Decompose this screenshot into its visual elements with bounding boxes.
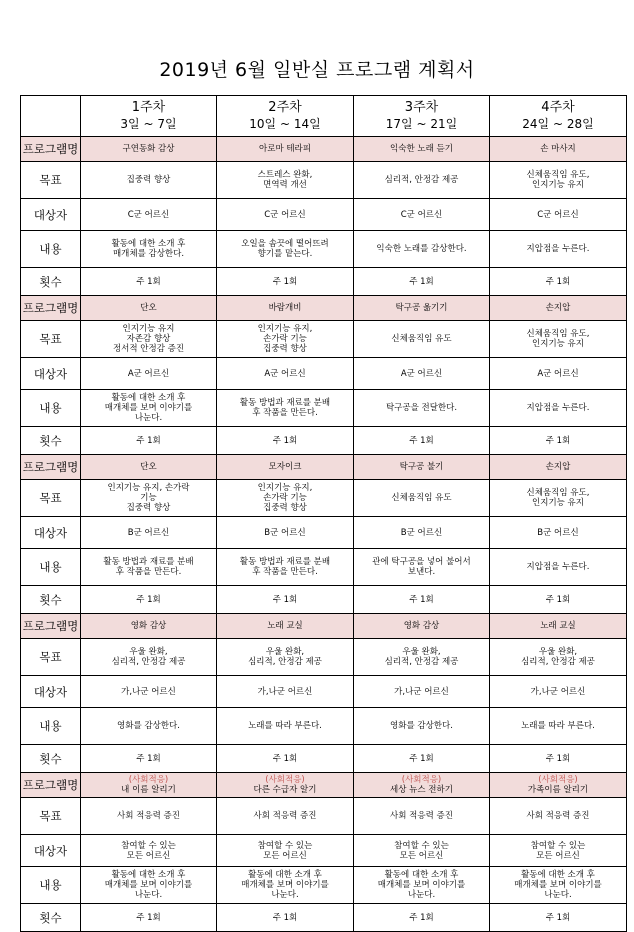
cell-text: 주 1회 <box>545 753 571 764</box>
cell-text: 사회 적응력 증진 <box>390 811 453 821</box>
cell-text: 주 1회 <box>272 912 298 923</box>
cell-text: 주 1회 <box>136 912 161 923</box>
cell-text: 가족이름 알리기 <box>527 785 589 795</box>
cell-text: 주 1회 <box>136 276 161 287</box>
document-title: 2019년 6월 일반실 프로그램 계획서 <box>159 59 475 81</box>
target-cell <box>490 199 627 231</box>
row-label-text: 목표 <box>39 809 62 823</box>
cell-text: 주 1회 <box>409 753 434 764</box>
goal-row <box>21 639 627 676</box>
frequency-cell <box>81 268 217 296</box>
cell-text: 탁구공 불기 <box>399 462 444 472</box>
program-cell <box>217 455 354 480</box>
row-label-text: 목표 <box>39 650 62 664</box>
cell-text: C군 어르신 <box>127 209 170 220</box>
frequency-cell <box>217 427 354 455</box>
program-cell <box>81 455 217 480</box>
frequency-cell <box>354 427 490 455</box>
row-label-text: 프로그램명 <box>22 301 79 315</box>
goal-cell <box>81 162 217 199</box>
cell-text: 탁구공을 전달한다. <box>385 403 458 413</box>
frequency-row <box>21 745 627 773</box>
program-cell <box>490 455 627 480</box>
program-cell <box>354 773 490 798</box>
program-cell <box>354 614 490 639</box>
content-row <box>21 549 627 586</box>
goal-cell <box>217 162 354 199</box>
program-cell <box>81 296 217 321</box>
program-row-label <box>21 455 81 480</box>
program-cell <box>81 614 217 639</box>
goal-row-label <box>21 480 81 517</box>
week-dates: 24일 ~ 28일 <box>522 117 594 131</box>
content-cell <box>217 708 354 745</box>
frequency-row-label <box>21 904 81 932</box>
goal-cell <box>81 480 217 517</box>
cell-text: 주 1회 <box>409 435 434 446</box>
cell-text: 가,나군 어르신 <box>394 686 449 697</box>
week-label: 4주차 <box>541 100 575 115</box>
cell-text: 활동 방법과 재료를 분배 후 작품을 만든다. <box>239 398 331 418</box>
content-cell <box>354 708 490 745</box>
cell-text: 주 1회 <box>545 276 571 287</box>
cell-text: 지압점을 누른다. <box>526 562 590 572</box>
cell-text: 주 1회 <box>136 594 161 605</box>
content-cell <box>354 231 490 268</box>
cell-text: 주 1회 <box>545 435 571 446</box>
row-label-text: 프로그램명 <box>22 142 79 156</box>
content-row-label <box>21 231 81 268</box>
cell-text: 참여할 수 있는 모든 어르신 <box>530 840 586 861</box>
program-row-label <box>21 773 81 798</box>
content-cell <box>490 390 627 427</box>
cell-text: 내 이름 알리기 <box>121 785 176 795</box>
target-row-label <box>21 676 81 708</box>
content-cell <box>490 867 627 904</box>
target-cell <box>490 358 627 390</box>
cell-text: A군 어르신 <box>264 368 306 379</box>
cell-text: B군 어르신 <box>400 527 443 538</box>
content-cell <box>490 708 627 745</box>
cell-text: 집중력 향상 <box>126 175 171 185</box>
content-row <box>21 708 627 745</box>
program-row <box>21 773 627 798</box>
week-label: 2주차 <box>268 100 302 115</box>
program-cell <box>490 137 627 162</box>
goal-row-label <box>21 639 81 676</box>
header-row <box>21 96 627 137</box>
cell-text: 손 마사지 <box>540 144 576 154</box>
content-cell <box>81 549 217 586</box>
week-label: 3주차 <box>404 100 439 115</box>
cell-text: 신체움직임 유도, 인지기능 유지 <box>526 329 590 349</box>
cell-text: 익숙한 노래 듣기 <box>390 144 453 154</box>
frequency-cell <box>217 745 354 773</box>
cell-text: C군 어르신 <box>264 209 306 220</box>
cell-text: 관에 탁구공을 넣어 불어서 보낸다. <box>372 557 471 577</box>
target-cell <box>490 676 627 708</box>
cell-text: 가,나군 어르신 <box>257 686 313 697</box>
program-cell <box>490 296 627 321</box>
target-cell <box>354 358 490 390</box>
goal-cell <box>81 321 217 358</box>
program-cell <box>490 614 627 639</box>
cell-text: 인지기능 유지, 손가락 기능 집중력 향상 <box>257 324 313 354</box>
cell-text: 활동에 대한 소개 후 매개체를 보며 이야기를 나눈다. <box>241 870 329 900</box>
goal-cell <box>354 639 490 676</box>
cell-text: 영화 감상 <box>130 621 167 631</box>
program-cell <box>217 614 354 639</box>
cell-text: 활동에 대한 소개 후 매개체를 보며 이야기를 나눈다. <box>104 870 193 900</box>
program-row <box>21 455 627 480</box>
frequency-cell <box>490 745 627 773</box>
goal-row-label <box>21 321 81 358</box>
target-cell <box>217 517 354 549</box>
program-row-label <box>21 614 81 639</box>
content-cell <box>217 867 354 904</box>
week-dates: 3일 ~ 7일 <box>120 117 177 131</box>
week-header-3 <box>354 96 490 137</box>
program-category-tag: (사회적응) <box>538 775 578 785</box>
cell-text: 주 1회 <box>136 435 161 446</box>
frequency-row-label <box>21 745 81 773</box>
row-label-text: 내용 <box>39 878 62 892</box>
cell-text: B군 어르신 <box>127 527 170 538</box>
program-cell <box>354 137 490 162</box>
content-cell <box>217 549 354 586</box>
row-label-text: 횟수 <box>39 751 62 766</box>
content-cell <box>217 231 354 268</box>
cell-text: 지압점을 누른다. <box>526 244 590 254</box>
cell-text: 영화를 감상한다. <box>117 721 180 731</box>
cell-text: B군 어르신 <box>264 527 306 538</box>
cell-text: 스트레스 완화, 면역력 개선 <box>257 170 313 190</box>
cell-text: 주 1회 <box>545 912 571 923</box>
cell-text: 주 1회 <box>545 594 571 605</box>
cell-text: 주 1회 <box>272 753 298 764</box>
content-cell <box>354 549 490 586</box>
cell-text: 익숙한 노래를 감상한다. <box>376 244 467 254</box>
cell-text: 구연동화 감상 <box>122 144 175 154</box>
row-label-text: 목표 <box>39 332 62 346</box>
row-label-text: 횟수 <box>39 274 62 289</box>
row-label-text: 프로그램명 <box>22 460 79 474</box>
program-cell <box>354 296 490 321</box>
cell-text: 세상 뉴스 전하기 <box>390 785 453 795</box>
cell-text: 참여할 수 있는 모든 어르신 <box>257 840 313 861</box>
content-cell <box>354 867 490 904</box>
program-cell <box>490 773 627 798</box>
target-row <box>21 835 627 867</box>
content-cell <box>490 231 627 268</box>
frequency-cell <box>354 745 490 773</box>
target-row <box>21 358 627 390</box>
frequency-row-label <box>21 268 81 296</box>
goal-cell <box>354 321 490 358</box>
target-cell <box>217 199 354 231</box>
target-row <box>21 676 627 708</box>
cell-text: A군 어르신 <box>127 368 170 379</box>
cell-text: 활동에 대한 소개 후 매개체를 보며 이야기를 나눈다. <box>377 870 466 900</box>
program-cell <box>81 137 217 162</box>
target-row-label <box>21 199 81 231</box>
week-label: 1주차 <box>131 100 166 115</box>
goal-cell <box>490 162 627 199</box>
cell-text: 아로마 테라피 <box>259 144 311 154</box>
cell-text: 주 1회 <box>272 276 298 287</box>
goal-cell <box>217 480 354 517</box>
cell-text: 주 1회 <box>272 594 298 605</box>
cell-text: 신체움직임 유도 <box>391 334 452 344</box>
goal-cell <box>490 321 627 358</box>
frequency-row <box>21 268 627 296</box>
program-row-label <box>21 296 81 321</box>
cell-text: 노래 교실 <box>540 621 576 631</box>
target-cell <box>81 676 217 708</box>
goal-row-label <box>21 162 81 199</box>
frequency-cell <box>81 904 217 932</box>
cell-text: 우울 완화, 심리적, 안정감 제공 <box>248 647 322 667</box>
week-dates: 17일 ~ 21일 <box>385 117 458 131</box>
content-row-label <box>21 549 81 586</box>
target-cell <box>81 358 217 390</box>
content-cell <box>490 549 627 586</box>
cell-text: 다른 수급자 알기 <box>253 785 317 795</box>
row-label-text: 내용 <box>39 560 62 574</box>
row-label-text: 내용 <box>39 719 62 733</box>
cell-text: 노래를 따라 부른다. <box>248 721 322 731</box>
goal-row <box>21 480 627 517</box>
content-cell <box>81 867 217 904</box>
cell-text: B군 어르신 <box>537 527 579 538</box>
row-label-text: 목표 <box>39 491 62 505</box>
program-row <box>21 296 627 321</box>
row-label-text: 대상자 <box>33 366 68 381</box>
frequency-row <box>21 904 627 932</box>
header-corner-cell <box>21 96 81 137</box>
target-cell <box>354 517 490 549</box>
cell-text: 주 1회 <box>272 435 298 446</box>
row-label-text: 대상자 <box>33 843 68 858</box>
target-cell <box>354 676 490 708</box>
cell-text: 인지기능 유지, 손가락 기능 집중력 향상 <box>107 483 190 513</box>
content-cell <box>81 231 217 268</box>
target-row-label <box>21 517 81 549</box>
cell-text: 신체움직임 유도, 인지기능 유지 <box>526 170 590 190</box>
row-label-text: 횟수 <box>39 592 62 607</box>
frequency-cell <box>81 586 217 614</box>
cell-text: 인지기능 유지, 손가락 기능 집중력 향상 <box>257 483 313 513</box>
target-cell <box>81 517 217 549</box>
cell-text: 손지압 <box>545 462 571 472</box>
target-row-label <box>21 835 81 867</box>
program-category-tag: (사회적응) <box>128 775 169 785</box>
cell-text: 활동에 대한 소개 후 매개체를 보며 이야기를 나눈다. <box>514 870 602 900</box>
goal-cell <box>217 639 354 676</box>
cell-text: A군 어르신 <box>537 368 579 379</box>
target-cell <box>217 358 354 390</box>
row-label-text: 내용 <box>39 401 62 415</box>
row-label-text: 횟수 <box>39 910 62 925</box>
frequency-cell <box>354 586 490 614</box>
target-row <box>21 199 627 231</box>
goal-cell <box>490 480 627 517</box>
frequency-cell <box>490 586 627 614</box>
week-dates: 10일 ~ 14일 <box>249 117 321 131</box>
program-row <box>21 137 627 162</box>
cell-text: 사회 적응력 증진 <box>117 811 180 821</box>
cell-text: 활동에 대한 소개 후 매개체를 보며 이야기를 나눈다. <box>104 393 193 423</box>
frequency-cell <box>217 586 354 614</box>
row-label-text: 목표 <box>39 173 62 187</box>
target-row <box>21 517 627 549</box>
content-cell <box>354 390 490 427</box>
program-category-tag: (사회적응) <box>265 775 305 785</box>
frequency-cell <box>217 268 354 296</box>
cell-text: 단오 <box>140 462 157 472</box>
target-cell <box>217 676 354 708</box>
cell-text: 주 1회 <box>409 912 434 923</box>
cell-text: 신체움직임 유도, 인지기능 유지 <box>526 488 590 508</box>
program-cell <box>217 296 354 321</box>
content-row <box>21 231 627 268</box>
program-plan-table <box>20 95 627 932</box>
program-cell <box>354 455 490 480</box>
row-label-text: 대상자 <box>33 207 68 222</box>
goal-cell <box>81 639 217 676</box>
frequency-cell <box>490 268 627 296</box>
frequency-cell <box>81 745 217 773</box>
program-row-label <box>21 137 81 162</box>
content-row-label <box>21 867 81 904</box>
row-label-text: 프로그램명 <box>22 778 79 792</box>
cell-text: 주 1회 <box>409 594 434 605</box>
goal-cell <box>81 798 217 835</box>
cell-text: 영화 감상 <box>403 621 440 631</box>
target-cell <box>354 835 490 867</box>
cell-text: 모자이크 <box>268 462 302 472</box>
goal-cell <box>217 798 354 835</box>
cell-text: 활동에 대한 소개 후 매개체를 감상한다. <box>111 239 186 259</box>
frequency-cell <box>490 904 627 932</box>
cell-text: 주 1회 <box>409 276 434 287</box>
cell-text: 단오 <box>140 303 157 313</box>
cell-text: C군 어르신 <box>537 209 579 220</box>
cell-text: 우울 완화, 심리적, 안정감 제공 <box>111 647 186 667</box>
cell-text: 가,나군 어르신 <box>121 686 176 697</box>
row-label-text: 대상자 <box>33 525 68 540</box>
cell-text: 참여할 수 있는 모든 어르신 <box>121 840 176 861</box>
program-cell <box>217 773 354 798</box>
frequency-cell <box>81 427 217 455</box>
cell-text: 활동 방법과 재료를 분배 후 작품을 만든다. <box>239 557 331 577</box>
frequency-cell <box>217 904 354 932</box>
row-label-text: 횟수 <box>39 433 62 448</box>
cell-text: 바람개비 <box>268 303 302 313</box>
target-cell <box>81 835 217 867</box>
target-cell <box>490 517 627 549</box>
frequency-row <box>21 586 627 614</box>
cell-text: 오일을 솜끗에 떨어뜨려 향기를 맡는다. <box>241 239 329 259</box>
goal-row <box>21 321 627 358</box>
program-row <box>21 614 627 639</box>
frequency-cell <box>354 904 490 932</box>
cell-text: 주 1회 <box>136 753 161 764</box>
cell-text: 활동 방법과 재료를 분배 후 작품을 만든다. <box>103 557 194 577</box>
content-cell <box>81 708 217 745</box>
program-cell <box>217 137 354 162</box>
week-header-2 <box>217 96 354 137</box>
cell-text: 가,나군 어르신 <box>530 686 586 697</box>
cell-text: 지압점을 누른다. <box>526 403 590 413</box>
row-label-text: 대상자 <box>33 684 68 699</box>
goal-cell <box>490 798 627 835</box>
target-cell <box>490 835 627 867</box>
cell-text: 우울 완화, 심리적, 안정감 제공 <box>384 647 459 667</box>
goal-row <box>21 162 627 199</box>
content-cell <box>81 390 217 427</box>
cell-text: 사회 적응력 증진 <box>253 811 317 821</box>
frequency-row-label <box>21 586 81 614</box>
content-cell <box>217 390 354 427</box>
cell-text: A군 어르신 <box>400 368 443 379</box>
cell-text: C군 어르신 <box>400 209 443 220</box>
goal-cell <box>217 321 354 358</box>
cell-text: 우울 완화, 심리적, 안정감 제공 <box>521 647 595 667</box>
target-cell <box>81 199 217 231</box>
frequency-cell <box>490 427 627 455</box>
cell-text: 탁구공 옮기기 <box>395 303 448 313</box>
content-row-label <box>21 390 81 427</box>
week-header-4 <box>490 96 627 137</box>
target-cell <box>217 835 354 867</box>
goal-cell <box>354 162 490 199</box>
content-row <box>21 390 627 427</box>
frequency-row-label <box>21 427 81 455</box>
program-category-tag: (사회적응) <box>401 775 442 785</box>
content-row-label <box>21 708 81 745</box>
program-cell <box>81 773 217 798</box>
cell-text: 신체움직임 유도 <box>391 493 452 503</box>
cell-text: 손지압 <box>545 303 571 313</box>
goal-row-label <box>21 798 81 835</box>
goal-cell <box>354 798 490 835</box>
cell-text: 심리적, 안정감 제공 <box>384 175 459 185</box>
cell-text: 참여할 수 있는 모든 어르신 <box>394 840 449 861</box>
cell-text: 노래를 따라 부른다. <box>521 721 595 731</box>
cell-text: 노래 교실 <box>267 621 303 631</box>
target-row-label <box>21 358 81 390</box>
goal-cell <box>490 639 627 676</box>
target-cell <box>354 199 490 231</box>
cell-text: 인지기능 유지 자존감 향상 정서적 안정감 증진 <box>112 324 185 354</box>
row-label-text: 내용 <box>39 242 62 256</box>
goal-cell <box>354 480 490 517</box>
cell-text: 영화를 감상한다. <box>390 721 453 731</box>
week-header-1 <box>81 96 217 137</box>
cell-text: 사회 적응력 증진 <box>526 811 590 821</box>
goal-row <box>21 798 627 835</box>
frequency-row <box>21 427 627 455</box>
frequency-cell <box>354 268 490 296</box>
row-label-text: 프로그램명 <box>22 619 79 633</box>
content-row <box>21 867 627 904</box>
